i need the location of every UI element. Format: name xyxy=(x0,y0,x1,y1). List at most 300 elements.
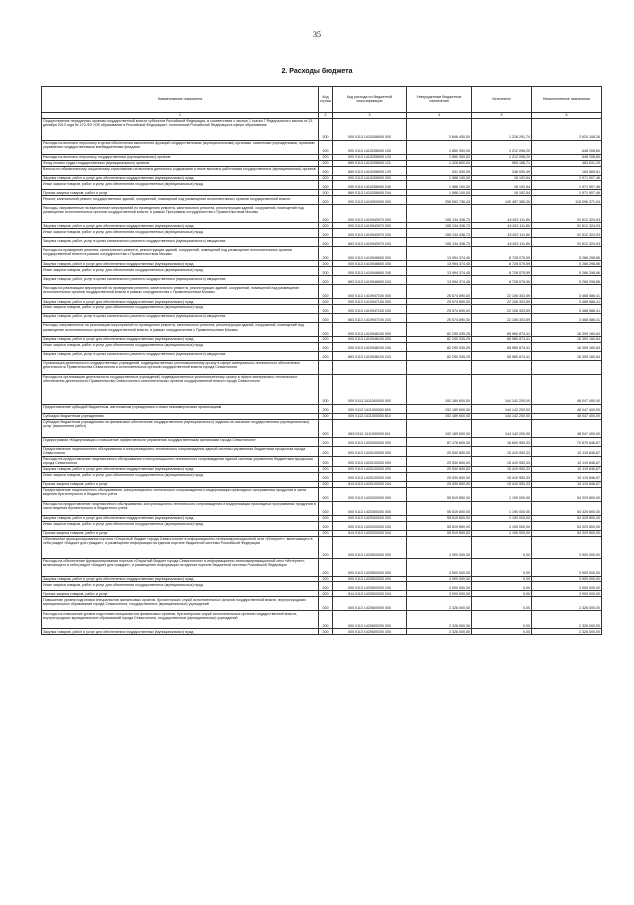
row-unexecuted: 54 329 800,00 xyxy=(532,521,602,530)
row-unexecuted: 10 119 846,67 xyxy=(532,466,602,472)
table-row xyxy=(42,360,602,374)
row-name: Иные закупки товаров, работ и услуг для обеспечения государственных (муниципальных) нужд xyxy=(42,181,319,190)
row-unexecuted: 2 326 000,00 xyxy=(532,611,602,629)
table-row xyxy=(42,419,602,437)
row-name: Предоставление лицензионного обслуживания, консультационно-технического сопровождения и модернизации прикладных программных продуктов в части ведения бухгалтерского и бюджетного учета xyxy=(42,487,319,501)
row-line-code: 200 xyxy=(319,629,333,635)
table-row xyxy=(42,472,602,481)
row-class-code: 000 0113 1420500200 200 xyxy=(333,576,407,582)
row-unexecuted: 3 468 586,41 xyxy=(532,305,602,314)
row-name: Закупка товаров, работ и услуг для обеспечения государственных (муниципальных) нужд xyxy=(42,299,319,305)
row-approved: 256 553 736,43 xyxy=(407,196,472,205)
row-executed: 1 190 000,00 xyxy=(472,515,532,521)
row-class-code: 000 0113 1420500000 000 xyxy=(333,536,407,558)
column-index: 4 xyxy=(407,112,472,118)
row-unexecuted: 54 329 800,00 xyxy=(532,501,602,515)
row-name: Осуществление переданных органам государственной власти субъектов Российской Федерации, в соответствии с частью 1 статьи 7 Федерального закона от 23 декабря 2013 года № 273-ФЗ «Об образовании в Российской Федерации», полномочий Российской Федерации в сфере образования xyxy=(42,118,319,140)
row-executed: 1 190 000,00 xyxy=(472,501,532,515)
row-name: Расходы, направленные на реализацию мероприятий по проведению ремонта, капитального ремонта, реконструкции зданий, сооружений, помещений под размещение исполнительных органов государственной власти, в рамках сотрудничества с Правительством Москвы xyxy=(42,323,319,337)
row-class-code: 000 0113 1420600000 000 xyxy=(333,597,407,611)
row-name: Расходы, направленные на выполнение мероприятий по проведению ремонта, капитального ремонта, реконструкции зданий, сооружений, помещений под размещение исполнительных органов государственной власти, в рамках Программы сотрудничества с Правительством Москвы xyxy=(42,205,319,223)
row-class-code: 000 0113 1420600200 200 xyxy=(333,629,407,635)
row-class-code: 863 0113 1410946600 243 xyxy=(333,276,407,285)
row-unexecuted: 1 971 907,46 xyxy=(532,175,602,181)
row-name: Фонд оплаты труда государственных (муниципальных) органов xyxy=(42,160,319,166)
row-executed xyxy=(472,360,532,374)
column-index: 3 xyxy=(333,112,407,118)
row-unexecuted: 16 309 160,84 xyxy=(532,351,602,360)
row-line-code: 200 xyxy=(319,175,333,181)
table-row xyxy=(42,597,602,611)
row-approved: 25 574 890,00 xyxy=(407,305,472,314)
row-executed: 0,00 xyxy=(472,536,532,558)
row-unexecuted: 116 096 371,04 xyxy=(532,196,602,205)
row-line-code: 200 xyxy=(319,223,333,229)
row-line-code: 200 xyxy=(319,205,333,223)
row-name: Закупка товаров, работ и услуг для обеспечения государственных (муниципальных) нужд xyxy=(42,223,319,229)
row-approved: 82 290 035,25 xyxy=(407,337,472,343)
table-row xyxy=(42,487,602,501)
row-executed: 43 622 111,80 xyxy=(472,229,532,238)
row-class-code: 863 0113 1410947100 243 xyxy=(333,314,407,323)
row-unexecuted: 91 512 324,93 xyxy=(532,229,602,238)
row-name: Иные закупки товаров, работ и услуг для обеспечения государственных (муниципальных) нужд xyxy=(42,582,319,591)
row-unexecuted: 3 900 000,00 xyxy=(532,536,602,558)
row-class-code: 000 0113 1420300200 000 xyxy=(333,501,407,515)
row-unexecuted: 70 675 646,67 xyxy=(532,437,602,446)
row-approved: 192 189 600,00 xyxy=(407,413,472,419)
row-name: Закупка товаров, работ, услуг в целях капитального ремонта государственного (муниципального) имущества xyxy=(42,351,319,360)
row-name: Закупка товаров, работ и услуг для обеспечения государственных (муниципальных) нужд xyxy=(42,629,319,635)
table-row xyxy=(42,196,602,205)
row-line-code: 200 xyxy=(319,229,333,238)
header-name: Наименование показателя xyxy=(42,87,319,113)
table-row xyxy=(42,404,602,413)
row-approved: 1 850 300,00 xyxy=(407,140,472,154)
row-approved: 13 994 374,45 xyxy=(407,247,472,261)
row-class-code: 000 0113 1420100000 000 xyxy=(333,446,407,456)
row-approved: 82 290 035,25 xyxy=(407,342,472,351)
row-class-code: 000 0113 1410947100 200 xyxy=(333,299,407,305)
row-line-code: 200 xyxy=(319,118,333,140)
budget-expenses-table xyxy=(41,86,602,635)
row-class-code: 000 0113 1410943970 200 xyxy=(333,223,407,229)
row-unexecuted: 54 329 800,00 xyxy=(532,487,602,501)
row-unexecuted: 184 569,51 xyxy=(532,166,602,175)
row-line-code: 200 xyxy=(319,536,333,558)
row-executed: 15 410 953,33 xyxy=(472,481,532,487)
row-approved: 3 900 000,00 xyxy=(407,558,472,576)
row-executed: 65 980 874,41 xyxy=(472,337,532,343)
table-row xyxy=(42,247,602,261)
row-name: Расходы на предоставление лицензионного обслуживания и консультационно-технического сопровождения единой системы управления бюджетным процессом города Севастополя xyxy=(42,456,319,466)
row-name: Закупка товаров, работ и услуг для обеспечения государственных (муниципальных) нужд xyxy=(42,175,319,181)
row-approved: 25 574 890,00 xyxy=(407,314,472,323)
column-index: 2 xyxy=(319,112,333,118)
row-executed: 8 728 075,59 xyxy=(472,276,532,285)
row-line-code: 200 xyxy=(319,597,333,611)
row-approved: 192 189 600,00 xyxy=(407,404,472,413)
row-class-code: 000 0113 1411000000 610 xyxy=(333,413,407,419)
table-row xyxy=(42,351,602,360)
row-approved: 55 519 800,00 xyxy=(407,487,472,501)
row-line-code: 200 xyxy=(319,521,333,530)
row-executed: 22 106 303,59 xyxy=(472,285,532,299)
table-row xyxy=(42,374,602,404)
row-executed: 15 410 953,33 xyxy=(472,466,532,472)
row-approved: 431 500,00 xyxy=(407,166,472,175)
row-name: Предоставление субсидий бюджетным, автономным учреждениям и иным некоммерческим организациям xyxy=(42,404,319,413)
row-executed: 0,00 xyxy=(472,582,532,591)
row-executed: 0,00 xyxy=(472,591,532,597)
row-name: Иные закупки товаров, работ и услуг для обеспечения государственных (муниципальных) нужд xyxy=(42,305,319,314)
row-line-code: 200 xyxy=(319,267,333,276)
row-name: Иные закупки товаров, работ и услуг для обеспечения государственных (муниципальных) нужд xyxy=(42,267,319,276)
row-name: Закупка товаров, работ и услуг для обеспечения государственных (муниципальных) нужд xyxy=(42,337,319,343)
row-executed: 8 728 075,59 xyxy=(472,267,532,276)
row-line-code: 200 xyxy=(319,299,333,305)
row-unexecuted: 91 512 324,93 xyxy=(532,205,602,223)
table-row xyxy=(42,140,602,154)
row-name: Закупка товаров, работ, услуг в целях капитального ремонта государственного (муниципального) имущества xyxy=(42,276,319,285)
row-class-code: 814 0113 1420500200 244 xyxy=(333,591,407,597)
header-unexecuted: Неисполненные назначения xyxy=(532,87,602,113)
row-executed: 0,00 xyxy=(472,629,532,635)
section-title: 2. Расходы бюджета xyxy=(281,68,353,75)
row-line-code: 200 xyxy=(319,501,333,515)
row-name: Закупка товаров, работ и услуг для обеспечения государственных (муниципальных) нужд xyxy=(42,515,319,521)
row-class-code: 000 0113 1410946600 200 xyxy=(333,261,407,267)
row-class-code: 814 0113 1420100200 244 xyxy=(333,481,407,487)
row-class-code: 000 0113 1410258900 120 xyxy=(333,154,407,160)
row-executed: 15 410 953,33 xyxy=(472,456,532,466)
table-row xyxy=(42,611,602,629)
row-executed: 144 142 200,00 xyxy=(472,404,532,413)
table-row xyxy=(42,446,602,456)
row-name: Ремонт, капитальный ремонт государственных зданий, сооружений, помещений под размещение исполнительных органов государственной власти xyxy=(42,196,319,205)
row-line-code: 200 xyxy=(319,285,333,299)
row-name: Расходы на выплаты персоналу государственных (муниципальных) органов xyxy=(42,154,319,160)
row-executed: 16 192,54 xyxy=(472,181,532,190)
row-name: Прочая закупка товаров, работ и услуг xyxy=(42,591,319,597)
row-line-code: 200 xyxy=(319,337,333,343)
row-approved: 13 994 374,45 xyxy=(407,261,472,267)
row-executed: 1 190 000,00 xyxy=(472,521,532,530)
row-line-code: 200 xyxy=(319,481,333,487)
row-approved: 3 900 000,00 xyxy=(407,582,472,591)
row-executed: 1 212 096,20 xyxy=(472,154,532,160)
row-line-code: 200 xyxy=(319,154,333,160)
row-class-code: 000 0113 1410943970 240 xyxy=(333,229,407,238)
row-approved: 82 290 035,25 xyxy=(407,351,472,360)
row-line-code: 200 xyxy=(319,190,333,196)
row-approved: 55 519 800,00 xyxy=(407,501,472,515)
row-name: Иные закупки товаров, работ и услуг для обеспечения государственных (муниципальных) нужд xyxy=(42,229,319,238)
table-row xyxy=(42,285,602,299)
row-executed: 144 142 200,00 xyxy=(472,419,532,437)
row-approved: 87 276 600,00 xyxy=(407,437,472,446)
row-unexecuted: 48 047 400,00 xyxy=(532,413,602,419)
row-name: Расходы на обеспечение функционирования портала «Открытый бюджет города Севастополя» в информационно-телекоммуникационной сети «Интернет», включающего в себя раздел «Бюджет для граждан», и размещение информации на едином портале бюджетной системы Российской Федерации xyxy=(42,558,319,576)
row-executed: 1 212 096,20 xyxy=(472,140,532,154)
row-name: Субсидии бюджетным учреждениям на финансовое обеспечение государственного (муниципального) задания на оказание государственных (муниципальных) услуг (выполнение работ) xyxy=(42,419,319,437)
row-unexecuted: 3 900 000,00 xyxy=(532,591,602,597)
row-approved: 155 134 436,73 xyxy=(407,223,472,229)
row-name: Организация деятельности государственных учреждений, подведомственных уполномоченному органу в сфере материально-технического обеспечения деятельности Правительства Севастополя и исполнительных органов государственной власти города Севастополя xyxy=(42,360,319,374)
row-class-code xyxy=(333,360,407,374)
row-approved: 3 846 400,00 xyxy=(407,118,472,140)
row-line-code: 200 xyxy=(319,351,333,360)
row-line-code: 200 xyxy=(319,487,333,501)
row-line-code: 200 xyxy=(319,404,333,413)
row-executed: 15 410 953,33 xyxy=(472,446,532,456)
table-row xyxy=(42,521,602,530)
table-row xyxy=(42,629,602,635)
row-unexecuted: 5 266 298,86 xyxy=(532,261,602,267)
row-class-code: 863 0113 1410948100 243 xyxy=(333,351,407,360)
row-approved: 1 428 800,00 xyxy=(407,160,472,166)
row-line-code: 200 xyxy=(319,261,333,267)
row-name: Закупка товаров, работ, услуг в целях капитального ремонта государственного (муниципального) имущества xyxy=(42,314,319,323)
row-unexecuted: 2 326 000,00 xyxy=(532,629,602,635)
row-executed: 144 142 200,00 xyxy=(472,413,532,419)
row-line-code: 200 xyxy=(319,140,333,154)
row-executed: 1 190 000,00 xyxy=(472,530,532,536)
row-executed: 22 106 303,59 xyxy=(472,299,532,305)
row-approved: 1 988 100,00 xyxy=(407,190,472,196)
row-executed: 144 142 200,00 xyxy=(472,374,532,404)
row-unexecuted: 91 512 324,93 xyxy=(532,238,602,247)
row-name: Прочая закупка товаров, работ и услуг xyxy=(42,481,319,487)
row-executed: 0,00 xyxy=(472,558,532,576)
row-class-code: 000 0113 1410948100 240 xyxy=(333,342,407,351)
row-line-code: 200 xyxy=(319,342,333,351)
row-name: Расходы на предоставление лицензионного обслуживания, консультационно-технического сопровождения и модернизации прикладных программных продуктов в части ведения бухгалтерского и бюджетного учета xyxy=(42,501,319,515)
row-unexecuted: 16 309 160,84 xyxy=(532,342,602,351)
table-row xyxy=(42,181,602,190)
row-name: Прочая закупка товаров, работ и услуг xyxy=(42,190,319,196)
row-name: Расходы на выплаты персоналу в целях обеспечения выполнения функций государственными (муниципальными) органами, казенными учреждениями, органами управления государственными внебюджетными фондами xyxy=(42,140,319,154)
row-line-code: 200 xyxy=(319,530,333,536)
table-row xyxy=(42,276,602,285)
row-approved: 25 530 800,00 xyxy=(407,481,472,487)
table-row xyxy=(42,323,602,337)
row-unexecuted: 16 309 160,84 xyxy=(532,323,602,337)
row-executed: 65 980 874,41 xyxy=(472,323,532,337)
row-approved: 155 134 436,73 xyxy=(407,229,472,238)
row-unexecuted: 10 119 846,67 xyxy=(532,472,602,481)
row-line-code: 200 xyxy=(319,166,333,175)
column-index: 5 xyxy=(472,112,532,118)
row-line-code: 200 xyxy=(319,515,333,521)
row-class-code: 869 0113 1410258900 244 xyxy=(333,190,407,196)
row-name: Закупка товаров, работ, услуг в целях капитального ремонта государственного (муниципального) имущества xyxy=(42,238,319,247)
row-class-code: 000 0113 1410946600 000 xyxy=(333,247,407,261)
row-executed: 965 168,71 xyxy=(472,160,532,166)
table-row xyxy=(42,118,602,140)
row-unexecuted: 48 047 400,00 xyxy=(532,419,602,437)
row-approved: 55 519 800,00 xyxy=(407,521,472,530)
row-approved: 192 189 600,00 xyxy=(407,374,472,404)
row-class-code: 000 0113 1420000000 000 xyxy=(333,437,407,446)
row-approved: 1 850 300,00 xyxy=(407,154,472,160)
row-unexecuted: 91 512 324,93 xyxy=(532,223,602,229)
table-header-row xyxy=(42,87,602,113)
row-approved: 192 189 600,00 xyxy=(407,419,472,437)
row-class-code: 000 0113 1410948100 000 xyxy=(333,323,407,337)
row-approved: 1 988 100,00 xyxy=(407,175,472,181)
row-line-code: 200 xyxy=(319,466,333,472)
row-line-code: 200 xyxy=(319,196,333,205)
row-unexecuted: 1 971 907,46 xyxy=(532,190,602,196)
row-line-code: 200 xyxy=(319,456,333,466)
row-name: Подпрограмма «Модернизация и повышение эффективности управления государственными финансами города Севастополя» xyxy=(42,437,319,446)
header-executed: Исполнено xyxy=(472,87,532,113)
table-row xyxy=(42,342,602,351)
row-line-code: 200 xyxy=(319,558,333,576)
row-name: Предоставление лицензионного обслуживания и консультационно-технического сопровождения единой системы управления бюджетным процессом города Севастополя xyxy=(42,446,319,456)
row-unexecuted: 3 468 586,41 xyxy=(532,314,602,323)
row-unexecuted: 3 900 000,00 xyxy=(532,582,602,591)
row-executed: 65 980 874,41 xyxy=(472,342,532,351)
row-executed: 16 192,54 xyxy=(472,175,532,181)
row-class-code: 814 0113 1420300200 244 xyxy=(333,530,407,536)
row-executed: 1 190 000,00 xyxy=(472,487,532,501)
row-unexecuted: 1 971 907,46 xyxy=(532,181,602,190)
row-line-code: 200 xyxy=(319,413,333,419)
row-approved: 55 519 800,00 xyxy=(407,515,472,521)
table-row xyxy=(42,229,602,238)
row-name: Закупка товаров, работ и услуг для обеспечения государственных (муниципальных) нужд xyxy=(42,466,319,472)
row-name: Обеспечение функционирования портала «Открытый бюджет города Севастополя» в информационно-телекоммуникационной сети «Интернет», включающего в себя раздел «Бюджет для граждан», и размещение информации на едином портале бюджетной системы Российской Федерации xyxy=(42,536,319,558)
row-unexecuted: 3 900 000,00 xyxy=(532,576,602,582)
page-number: 35 xyxy=(313,30,321,39)
header-approved: Утвержденные бюджетные назначения xyxy=(407,87,472,113)
row-name: Закупка товаров, работ и услуг для обеспечения государственных (муниципальных) нужд xyxy=(42,261,319,267)
row-executed: 140 457 365,39 xyxy=(472,196,532,205)
row-unexecuted: 54 329 800,00 xyxy=(532,530,602,536)
row-class-code: 000 0113 1420100200 000 xyxy=(333,456,407,466)
row-line-code: 200 xyxy=(319,576,333,582)
row-name: Иные закупки товаров, работ и услуг для обеспечения государственных (муниципальных) нужд xyxy=(42,521,319,530)
row-class-code: 000 0113 1420300200 200 xyxy=(333,515,407,521)
row-class-code: 000 0113 1420500200 000 xyxy=(333,558,407,576)
row-class-code: 000 0113 1410258900 000 xyxy=(333,118,407,140)
row-unexecuted: 48 047 400,00 xyxy=(532,374,602,404)
row-executed: 15 410 953,33 xyxy=(472,472,532,481)
row-unexecuted: 48 047 400,00 xyxy=(532,404,602,413)
row-executed: 22 106 303,59 xyxy=(472,314,532,323)
table-row xyxy=(42,267,602,276)
row-approved: 25 574 890,00 xyxy=(407,285,472,299)
row-approved: 155 134 436,73 xyxy=(407,205,472,223)
table-row xyxy=(42,166,602,175)
row-executed: 65 980 874,41 xyxy=(472,351,532,360)
row-name: Расходы на реализацию мероприятий по проведению ремонта, капитального ремонта, реконструкции зданий, сооружений, помещений под размещение исполнительных органов государственной власти в рамках сотрудничества с Правительством Москвы xyxy=(42,285,319,299)
row-line-code: 200 xyxy=(319,181,333,190)
row-unexecuted: 3 468 586,41 xyxy=(532,299,602,305)
row-unexecuted: 5 266 298,86 xyxy=(532,247,602,261)
table-row xyxy=(42,501,602,515)
row-approved: 2 326 000,00 xyxy=(407,629,472,635)
row-unexecuted: 10 119 846,67 xyxy=(532,456,602,466)
row-approved: 3 900 000,00 xyxy=(407,591,472,597)
row-line-code: 200 xyxy=(319,374,333,404)
row-unexecuted xyxy=(532,360,602,374)
row-name: Иные закупки товаров, работ и услуг для обеспечения государственных (муниципальных) нужд xyxy=(42,472,319,481)
row-name: Расходы на повышение уровня подготовки специалистов финансовых органов, бухгалтерских служб исполнительных органов государственной власти, внутригородских муниципальных образований города Севастополя, государственных (муниципальных) учреждений xyxy=(42,611,319,629)
row-unexecuted: 10 119 846,67 xyxy=(532,446,602,456)
row-class-code: 869 0113 1410258900 121 xyxy=(333,160,407,166)
table-row xyxy=(42,437,602,446)
row-class-code: 000 0113 1410948100 200 xyxy=(333,337,407,343)
row-executed: 16 192,54 xyxy=(472,190,532,196)
row-class-code: 863 0113 1410943970 243 xyxy=(333,238,407,247)
row-line-code: 200 xyxy=(319,419,333,437)
row-unexecuted: 16 309 160,84 xyxy=(532,337,602,343)
row-line-code: 200 xyxy=(319,276,333,285)
row-approved: 25 530 800,00 xyxy=(407,456,472,466)
row-name: Взносы по обязательному социальному страхованию на выплаты денежного содержания и иные выплаты работникам государственных (муниципальных) органов xyxy=(42,166,319,175)
table-row xyxy=(42,536,602,558)
row-line-code: 200 xyxy=(319,582,333,591)
row-name: Повышение уровня подготовки специалистов финансовых органов, бухгалтерских служб исполнительных органов государственной власти, внутригородских муниципальных образований города Севастополя, государственных (муниципальных) учреждений xyxy=(42,597,319,611)
row-executed: 0,00 xyxy=(472,576,532,582)
row-line-code: 200 xyxy=(319,314,333,323)
row-unexecuted: 648 208,80 xyxy=(532,140,602,154)
row-executed: 0,00 xyxy=(472,611,532,629)
row-approved xyxy=(407,360,472,374)
row-line-code xyxy=(319,360,333,374)
row-class-code: 000 0113 1420600200 000 xyxy=(333,611,407,629)
row-executed: 43 622 111,80 xyxy=(472,223,532,229)
row-name: Закупка товаров, работ и услуг для обеспечения государственных (муниципальных) нужд xyxy=(42,576,319,582)
row-class-code: 000 0113 1410943970 000 xyxy=(333,205,407,223)
row-approved: 155 134 436,73 xyxy=(407,238,472,247)
row-name: Субсидии бюджетным учреждениям xyxy=(42,413,319,419)
column-index: 1 xyxy=(42,112,319,118)
row-executed: 1 226 291,74 xyxy=(472,118,532,140)
row-approved: 25 530 800,00 xyxy=(407,472,472,481)
table-row xyxy=(42,582,602,591)
row-executed: 16 600 953,33 xyxy=(472,437,532,446)
row-approved: 3 900 000,00 xyxy=(407,536,472,558)
row-class-code: 000 0113 1420100200 240 xyxy=(333,472,407,481)
table-row xyxy=(42,456,602,466)
row-class-code: 863 0113 1411000000 611 xyxy=(333,419,407,437)
row-executed: 22 106 303,59 xyxy=(472,305,532,314)
table-row xyxy=(42,305,602,314)
row-line-code: 200 xyxy=(319,437,333,446)
row-class-code: 000 0113 1411000000 600 xyxy=(333,404,407,413)
row-class-code: 000 0113 1411000000 000 xyxy=(333,374,407,404)
row-name: Расходы на организацию деятельности государственных учреждений, подведомственных уполномоченному органу в сфере материально-технического обеспечения деятельности Правительства Севастополя и исполнительных органов государственной власти города Севастополя xyxy=(42,374,319,404)
row-unexecuted: 2 326 000,00 xyxy=(532,597,602,611)
header-line-code: Код строки xyxy=(319,87,333,113)
row-line-code: 200 xyxy=(319,238,333,247)
row-approved: 2 326 000,00 xyxy=(407,597,472,611)
row-unexecuted: 463 631,29 xyxy=(532,160,602,166)
row-class-code: 000 0113 1410946600 240 xyxy=(333,267,407,276)
row-unexecuted: 5 266 298,86 xyxy=(532,276,602,285)
row-approved: 25 530 800,00 xyxy=(407,446,472,456)
header-class-code: Код расхода по бюджетной классификации xyxy=(333,87,407,113)
table-row xyxy=(42,314,602,323)
row-unexecuted: 2 620 108,26 xyxy=(532,118,602,140)
row-name: Прочая закупка товаров, работ и услуг xyxy=(42,530,319,536)
row-approved: 3 900 000,00 xyxy=(407,576,472,582)
row-class-code: 000 0113 1410258900 240 xyxy=(333,181,407,190)
